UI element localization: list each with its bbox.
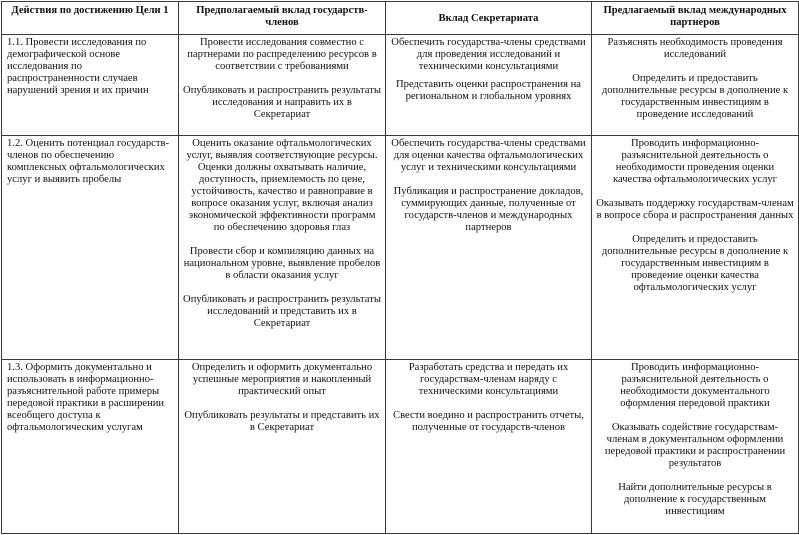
cell-paragraph: Определить и оформить документально успешные мероприятия и накопленный практический опыт: [191, 362, 373, 397]
cell-paragraph: Опубликовать результаты и представить их в Секретариат: [184, 410, 380, 433]
partners-contribution-cell: [592, 360, 799, 534]
cell-paragraph: Оказывать поддержку государствам-членам в вопросе сбора и распространения данных: [596, 198, 794, 221]
partners-contribution-cell: [592, 136, 799, 360]
secretariat-contribution-cell: [386, 136, 592, 360]
cell-paragraph: Разъяснять необходимость проведения исследований: [607, 37, 783, 60]
header-states-contribution: Предполагаемый вклад государств-членов: [179, 2, 386, 35]
goal-action-cell: 1.3. Оформить документально и использовать в информационно-разъяснительной работе примеры передовой практики в расширении всеобщего доступа к офтальмологическим услугам: [2, 360, 179, 534]
cell-paragraph: Публикация и распространение докладов, суммирующих данные, полученные от государств-членов и международных партнеров: [393, 186, 584, 233]
states-contribution-cell: [179, 35, 386, 136]
cell-paragraph: Найти дополнительные ресурсы в дополнение к государственным инвестициям: [618, 482, 772, 517]
cell-paragraph: Провести сбор и компиляцию данных на национальном уровне, выявление пробелов в области оказания услуг: [183, 246, 381, 281]
cell-paragraph: Оценить оказание офтальмологических услуг, выявляя соответствующие ресурсы. Оценки должны охватывать наличие, доступность, приемлемость по цене, устойчивость, качество и равноправие в вопросе оказания услуг, включая анализ экономической эффективности программ по обеспечению здоровья глаз: [186, 138, 378, 233]
goal-action-cell: 1.1. Провести исследования по демографической основе исследования по распространенности случаев нарушений зрения и их причин: [2, 35, 179, 136]
cell-paragraph: Обеспечить государства-члены средствами для проведения исследований и техническими консультациями: [391, 37, 586, 72]
cell-paragraph: Определить и предоставить дополнительные ресурсы в дополнение к государственным инвестициям в проведение исследований: [601, 73, 789, 120]
actions-table: [1, 1, 799, 534]
partners-contribution-cell: [592, 35, 799, 136]
secretariat-contribution-cell: [386, 35, 592, 136]
cell-paragraph: Оказывать содействие государствам-членам в документальном оформлении передовой практики и распространении результатов: [604, 422, 786, 469]
cell-paragraph: Проводить информационно-разъяснительной деятельность о необходимости проведения оценки качества офтальмологических услуг: [612, 138, 778, 185]
header-partners-contribution: Предлагаемый вклад международных партнеров: [592, 2, 799, 35]
cell-paragraph: Провести исследования совместно с партнерами по распределению ресурсов в соответствии с требованиями: [187, 37, 377, 72]
header-secretariat-contribution: Вклад Секретариата: [386, 2, 592, 35]
secretariat-contribution-cell: [386, 360, 592, 534]
table-row: [2, 35, 799, 136]
states-contribution-cell: [179, 360, 386, 534]
cell-paragraph: Разработать средства и передать их государствам-членам наряду с техническими консультациями: [408, 362, 569, 397]
cell-paragraph: Представить оценки распространения на региональном и глобальном уровнях: [396, 79, 581, 102]
cell-paragraph: Опубликовать и распространить результаты исследований и представить их в Секретариат: [183, 294, 381, 329]
cell-paragraph: Обеспечить государства-члены средствами для оценки качества офтальмологических услуг и техническими консультациями: [391, 138, 586, 173]
cell-paragraph: Свести воедино и распространить отчеты, полученные от государств-членов: [393, 410, 584, 433]
cell-paragraph: Определить и предоставить дополнительные ресурсы в дополнение к государственным инвестициям в проведение оценки качества офтальмологических услуг: [601, 234, 789, 293]
table-header-row: [2, 2, 799, 35]
header-actions: Действия по достижению Цели 1: [2, 2, 179, 35]
cell-paragraph: Проводить информационно-разъяснительной деятельность о необходимости документального оформления передовой практики: [620, 362, 770, 409]
table-row: [2, 136, 799, 360]
states-contribution-cell: [179, 136, 386, 360]
cell-paragraph: Опубликовать и распространить результаты исследования и направить их в Секретариат: [183, 85, 381, 120]
goal-action-cell: 1.2. Оценить потенциал государств-членов по обеспечению комплексных офтальмологических услуг и выявить пробелы: [2, 136, 179, 360]
table-row: [2, 360, 799, 534]
